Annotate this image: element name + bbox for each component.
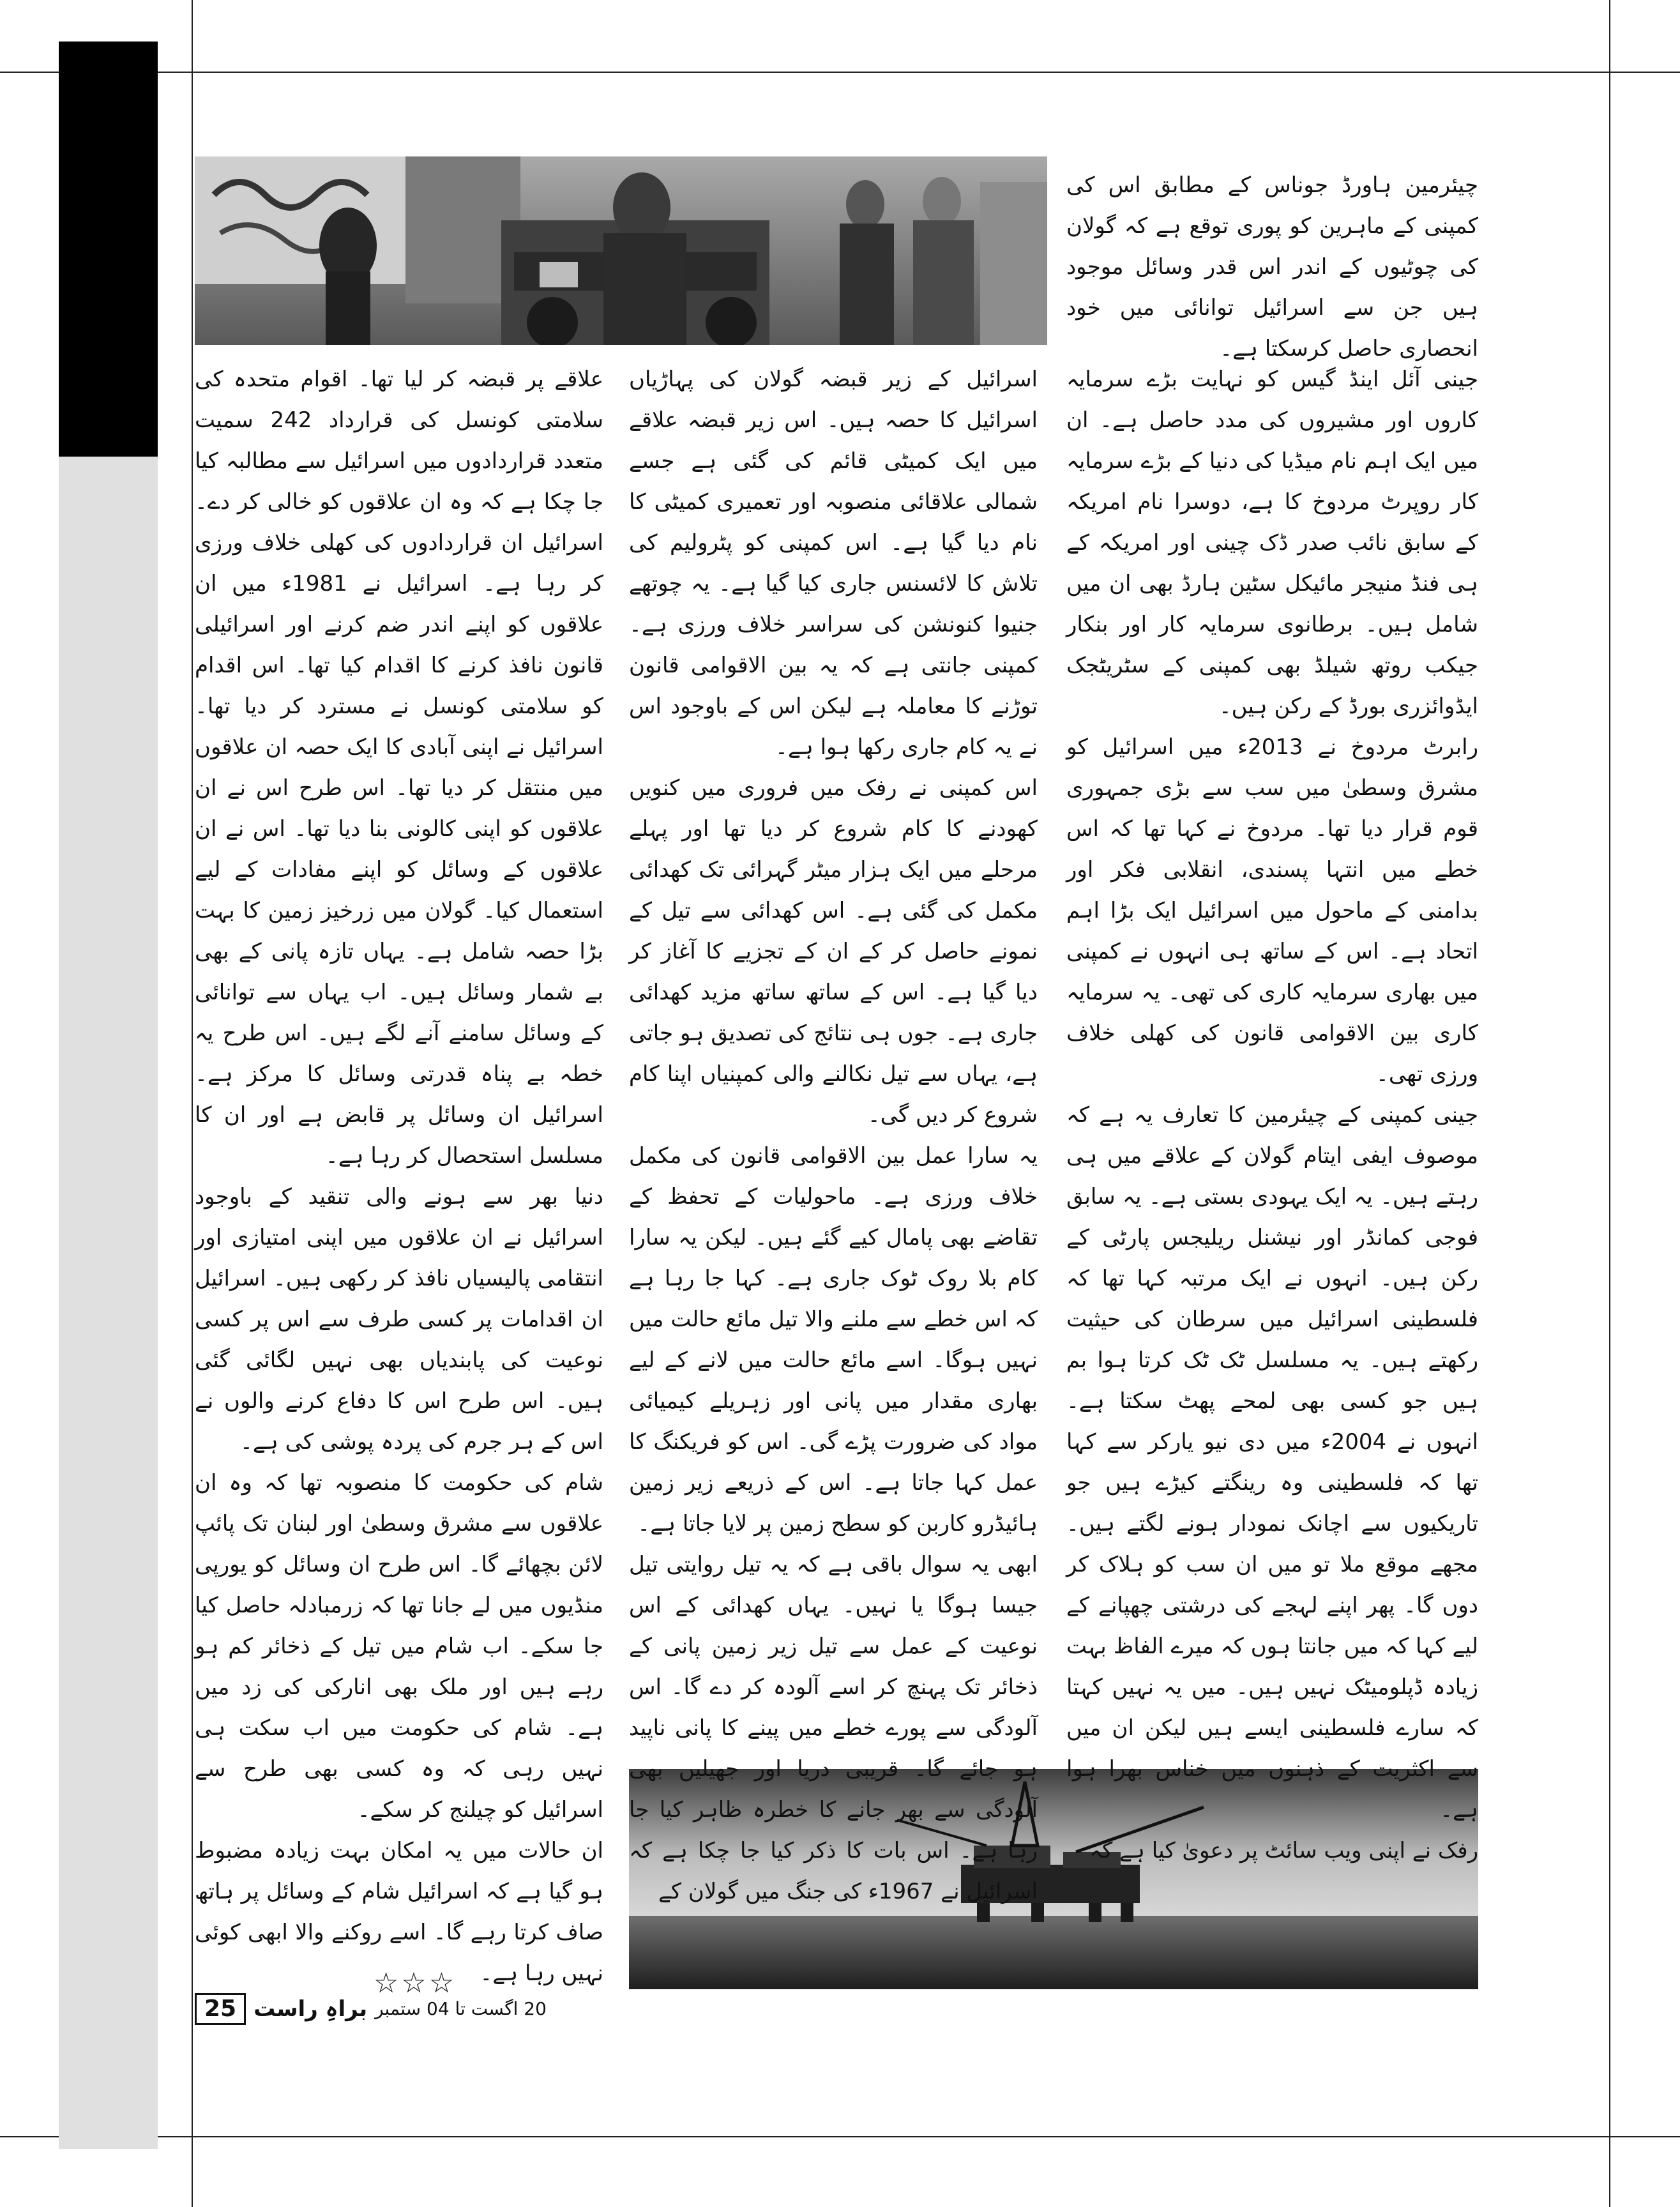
margin-gray-bar (59, 457, 158, 2149)
paragraph: رابرٹ مردوخ نے 2013ء میں اسرائیل کو مشرق وسطیٰ میں سب سے بڑی جمہوری قوم قرار دیا تھا۔ مردوخ نے کہا تھا کہ اس خطے میں انتہا پسندی، انقلابی فکر اور بدامنی کے ماحول میں اسرائیل ایک بڑا اہم اتحاد ہے۔ اس کے ساتھ ہی انہوں نے کمپنی میں بھاری سرمایہ کاری کی تھی۔ یہ سرمایہ کاری بین الاقوامی قانون کی کھلی خلاف ورزی تھی۔ (1066, 734, 1478, 1087)
magazine-name: براہِ راست (254, 1996, 368, 2022)
page-footer (195, 1992, 547, 2026)
column-left (195, 359, 603, 1994)
paragraph: اسرائیل کے زیر قبضہ گولان کی پہاڑیاں اسرائیل کا حصہ ہیں۔ اس زیر قبضہ علاقے میں ایک کمیٹی قائم کی گئی ہے جسے شمالی علاقائی منصوبہ اور تعمیری کمیٹی کا نام دیا گیا ہے۔ اس کمپنی کو پٹرولیم کی تلاش کا لائسنس جاری کیا گیا ہے۔ یہ چوتھے جنیوا کنونشن کی سراسر خلاف ورزی ہے۔ کمپنی جانتی ہے کہ یہ بین الاقوامی قانون توڑنے کا معاملہ ہے لیکن اس کے باوجود اس نے یہ کام جاری رکھا ہوا ہے۔ (629, 367, 1038, 760)
paragraph: جینی کمپنی کے چیئرمین کا تعارف یہ ہے کہ موصوف ایفی ایتام گولان کے علاقے میں ہی رہتے ہیں۔ یہ ایک یہودی بستی ہے۔ یہ سابق فوجی کمانڈر اور نیشنل ریلیجس پارٹی کے رکن ہیں۔ انہوں نے ایک مرتبہ کہا تھا کہ فلسطینی اسرائیل میں سرطان کی حیثیت رکھتے ہیں۔ یہ مسلسل ٹک ٹک کرتا ہوا بم ہیں جو کسی بھی لمحے پھٹ سکتا ہے۔ انہوں نے 2004ء میں دی نیو یارکر سے کہا تھا کہ فلسطینی وہ رینگتے کیڑے ہیں جو تاریکیوں سے اچانک نمودار ہونے لگتے ہیں۔ مجھے موقع ملا تو میں ان سب کو ہلاک کر دوں گا۔ پھر اپنے لہجے کی درشتی چھپانے کے لیے کہا کہ میں جانتا ہوں کہ میرے الفاظ بہت زیادہ ڈپلومیٹک نہیں ہیں۔ میں یہ نہیں کہتا کہ سارے فلسطینی ایسے ہیں لیکن ان میں سے اکثریت کے ذہنوں میں خناس بھرا ہوا ہے۔ (1066, 1102, 1478, 1823)
paragraph: علاقے پر قبضہ کر لیا تھا۔ اقوام متحدہ کی سلامتی کونسل کی قرارداد 242 سمیت متعدد قراردادوں میں اسرائیل سے مطالبہ کیا جا چکا ہے کہ وہ ان علاقوں کو خالی کر دے۔ اسرائیل ان قراردادوں کی کھلی خلاف ورزی کر رہا ہے۔ اسرائیل نے 1981ء میں ان علاقوں کو اپنے اندر ضم کرنے اور اسرائیلی قانون نافذ کرنے کا اقدام کیا تھا۔ اس اقدام کو سلامتی کونسل نے مسترد کر دیا تھا۔ اسرائیل نے اپنی آبادی کا ایک حصہ ان علاقوں میں منتقل کر دیا تھا۔ اس طرح اس نے ان علاقوں کو اپنی کالونی بنا دیا تھا۔ اس نے ان علاقوں کے وسائل کو اپنے مفادات کے لیے استعمال کیا۔ گولان میں زرخیز زمین کا بہت بڑا حصہ شامل ہے۔ یہاں تازہ پانی کے بھی بے شمار وسائل ہیں۔ اب یہاں سے توانائی کے وسائل سامنے آنے لگے ہیں۔ اس طرح یہ خطہ بے پناہ قدرتی وسائل کا مرکز ہے۔ اسرائیل ان وسائل پر قابض ہے اور ان کا مسلسل استحصال کر رہا ہے۔ (195, 367, 604, 1169)
column-middle (629, 359, 1038, 1912)
margin-black-bar (59, 42, 158, 457)
end-mark-stars: ☆☆☆ (373, 1967, 457, 1999)
paragraph: جینی آئل اینڈ گیس کو نہایت بڑے سرمایہ کاروں اور مشیروں کی مدد حاصل ہے۔ ان میں ایک اہم نام میڈیا کی دنیا کے بڑے سرمایہ کار روپرٹ مردوخ کا ہے، دوسرا نام امریکہ کے سابق نائب صدر ڈک چینی اور امریکہ کے ہی فنڈ منیجر مائیکل سٹین ہارڈ بھی ان میں شامل ہیں۔ برطانوی سرمایہ کار اور بنکار جیکب روتھ شیلڈ بھی کمپنی کے سٹریٹجک ایڈوائزری بورڈ کے رکن ہیں۔ (1066, 367, 1478, 719)
paragraph: ان حالات میں یہ امکان بہت زیادہ مضبوط ہو گیا ہے کہ اسرائیل شام کے وسائل پر ہاتھ صاف کرتا رہے گا۔ اسے روکنے والا ابھی کوئی نہیں رہا ہے۔ (195, 1838, 603, 1986)
crop-mark-right (1609, 0, 1610, 2207)
paragraph: شام کی حکومت کا منصوبہ تھا کہ وہ ان علاقوں سے مشرق وسطیٰ اور لبنان تک پائپ لائن بچھائے گا۔ اس طرح ان وسائل کو یورپی منڈیوں میں لے جانا تھا کہ زرمبادلہ حاصل کیا جا سکے۔ اب شام میں تیل کے ذخائر کم ہو رہے ہیں اور ملک بھی انارکی کی زد میں ہے۔ شام کی حکومت میں اب سکت ہی نہیں رہی کہ وہ کسی بھی طرح سے اسرائیل کو چیلنج کر سکے۔ (195, 1470, 603, 1823)
paragraph: رفک نے اپنی ویب سائٹ پر دعویٰ کیا ہے کہ (1089, 1838, 1478, 1863)
crop-mark-bottom (0, 2136, 1680, 2137)
page-number: 25 (195, 1993, 246, 2025)
column-right (1066, 359, 1478, 1871)
issue-dates: 20 اگست تا 04 ستمبر (375, 1998, 547, 2019)
paragraph: یہ سارا عمل بین الاقوامی قانون کی مکمل خلاف ورزی ہے۔ ماحولیات کے تحفظ کے تقاضے بھی پامال کیے گئے ہیں۔ لیکن یہ سارا کام بلا روک ٹوک جاری ہے۔ کہا جا رہا ہے کہ اس خطے سے ملنے والا تیل مائع حالت میں نہیں ہوگا۔ اسے مائع حالت میں لانے کے لیے بھاری مقدار میں پانی اور زہریلے کیمیائی مواد کی ضرورت پڑے گی۔ اس کو فریکنگ کا عمل کہا جاتا ہے۔ اس کے ذریعے زیر زمین ہائیڈرو کاربن کو سطح زمین پر لایا جاتا ہے۔ (629, 1143, 1038, 1536)
crop-mark-left (192, 0, 193, 2207)
column-right-intro (1066, 165, 1478, 369)
paragraph: اس کمپنی نے رفک میں فروری میں کنویں کھودنے کا کام شروع کر دیا تھا اور پہلے مرحلے میں ایک ہزار میٹر گہرائی تک کھدائی مکمل کی گئی ہے۔ اس کھدائی سے تیل کے نمونے حاصل کر کے ان کے تجزیے کا آغاز کر دیا گیا ہے۔ اس کے ساتھ ساتھ مزید کھدائی جاری ہے۔ جوں ہی نتائج کی تصدیق ہو جاتی ہے، یہاں سے تیل نکالنے والی کمپنیاں اپنا کام شروع کر دیں گی۔ (629, 775, 1038, 1128)
crop-mark-top (0, 72, 1680, 73)
paragraph: ابھی یہ سوال باقی ہے کہ یہ تیل روایتی تیل جیسا ہوگا یا نہیں۔ یہاں کھدائی کے اس نوعیت کے عمل سے تیل زیر زمین پانی کے ذخائر تک پہنچ کر اسے آلودہ کر دے گا۔ اس آلودگی سے پورے خطے میں پینے کا پانی ناپید ہو جائے گا۔ قریبی دریا اور جھیلیں بھی آلودگی سے بھر جانے کا خطرہ ظاہر کیا جا رہا ہے۔ اس بات کا ذکر کیا جا چکا ہے کہ اسرائیل نے 1967ء کی جنگ میں گولان کے (629, 1552, 1038, 1904)
paragraph: دنیا بھر سے ہونے والی تنقید کے باوجود اسرائیل نے ان علاقوں میں اپنی امتیازی اور انتقامی پالیسیاں نافذ کر رکھی ہیں۔ اسرائیل ان اقدامات پر کسی طرف سے اس پر کسی نوعیت کی پابندیاں بھی نہیں لگائی گئی ہیں۔ اس طرح اس کا دفاع کرنے والوں نے اس کے ہر جرم کی پردہ پوشی کی ہے۔ (195, 1184, 603, 1455)
soldiers-photo (195, 156, 1047, 345)
paragraph: چیئرمین ہاورڈ جوناس کے مطابق اس کی کمپنی کے ماہرین کو پوری توقع ہے کہ گولان کی چوٹیوں کے اندر اس قدر وسائل موجود ہیں جن سے اسرائیل توانائی میں خود انحصاری حاصل کرسکتا ہے۔ (1066, 172, 1478, 361)
